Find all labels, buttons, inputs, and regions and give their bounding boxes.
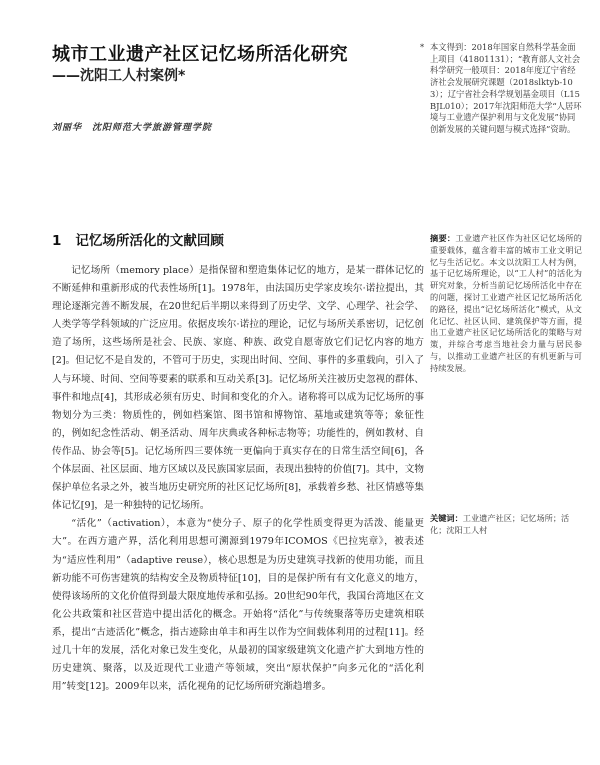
abstract-text: 工业遗产社区作为社区记忆场所的重要载体，蕴含着丰富的城市工业文明记忆与生活记忆。本文以沈阳工人村为例，基于记忆场所理论，以“工人村”的活化为研究对象，分析当前记忆场所活化中存在的问题，探讨工业遗产社区记忆场所活化的路径，提出“记忆场所活化”模式，从文化记忆、社区认同、建筑保护等方面，提出工业遗产社区记忆场所活化的策略与对策，并综合考虑当地社会力量与居民参与，以推动工业遗产社区的有机更新与可持续发展。: [430, 233, 582, 373]
keywords-text: 工业遗产社区；记忆场所；活化；沈阳工人村: [430, 513, 570, 535]
keywords-label: 关键词：: [430, 513, 463, 523]
body-paragraph-1: 记忆场所（memory place）是指保留和塑造集体记忆的地方，是某一群体记忆的不断延伸和重新形成的代表性场所[1]。1978年，由法国历史学家皮埃尔·诺拉提出，其理论逐渐完善不断发展，在20世纪后半期以来得到了历史学、文学、心理学、社会学、人类学等学科领域的广泛应用。依据皮埃尔·诺拉的理论，记忆与场所关系密切，记忆创造了场所，这些场所是社会、民族、家庭、种族、政党自愿寄放它们记忆内容的地方[2]。但记忆不是自发的，不管可于历史，实现出时间、空间、事件的多重载向，引入了人与环境、时间、空间等要素的联系和互动关系[3]。记忆场所关注被历史忽视的群体、事件和地点[4]，其形成必须有历史、时间和变化的介入。诸称将可以成为记忆场所的事物划分为三类：物质性的，例如档案馆、图书馆和博物馆、墓地或建筑等等；象征性的，例如纪念性活动、朝圣活动、周年庆典或各种标志物等；功能性的，例如教材、自传作品、协会等[5]。记忆场所四三要体统一更偏向于真实存在的日常生活空间[6]，各个体层面、社区层面、地方区域以及民族国家层面，表现出独特的价值[7]。其中，文物保护单位名录之外，被当地历史研究所的社区记忆场所[8]，承载着乡愁、社区情感等集体记忆[9]，是一种独特的记忆场所。: [52, 265, 424, 512]
section-heading: [52, 232, 412, 250]
keywords-block: [430, 513, 582, 537]
abstract-block: [430, 233, 582, 375]
abstract-label: 摘要：: [430, 233, 456, 243]
funding-note: [420, 42, 582, 136]
author-affiliation: 刘丽华 沈阳师范大学旅游管理学院: [52, 123, 213, 133]
funding-footnote-mark: *: [420, 42, 425, 52]
section-number: 1: [52, 233, 62, 249]
section-title: 记忆场所活化的文献回顾: [75, 233, 224, 249]
paper-subtitle: ——沈阳工人村案例*: [52, 68, 186, 84]
body-paragraph-2: “活化”（activation），本意为“使分子、原子的化学性质变得更为活泼、能量更大”。在西方遗产界，活化利用思想可溯源到1979年ICOMOS《巴拉宪章》，被表述为“适应性利用”（adaptive reuse），核心思想是为历史建筑寻找新的使用功能，而且新功能不可伤害建筑的结构安全及物质特征[10]，目的是保护所有有文化意义的地方，使得该场所的文化价值得到最大限度地传承和弘扬。20世纪90年代，我国台湾地区在文化公共政策和社区营造中提出活化的概念。开始将“活化”与传统聚落等历史建筑相联系，提出“古迹活化”概念，指古迹除由单丰和再生以作为空间载体利用的过程[11]。经过几十年的发展，活化对象已发生变化，从最初的国家级建筑文化遗产扩大到地方性的历史建筑、聚落，以及近现代工业遗产等领域，突出“原状保护”向多元化的“活化利用”转变[12]。2009年以来，活化视角的记忆场所研究渐趋增多。: [52, 518, 424, 693]
funding-text: 本文得到：2018年国家自然科学基金面上项目（41801131）；“教育部人文社会科学研究一般项目：2018年度辽宁省经济社会发展研究课题（2018slktyb-103）；辽宁省社会科学规划基金项目（L15BJL010）；2017年沈阳师范大学“人居环境与工业遗产保护利用与文化发展”协同创新发展的关键问题与模式选择”资助。: [430, 42, 582, 134]
paper-title: 城市工业遗产社区记忆场所活化研究: [52, 44, 348, 65]
body-text: [52, 262, 424, 696]
